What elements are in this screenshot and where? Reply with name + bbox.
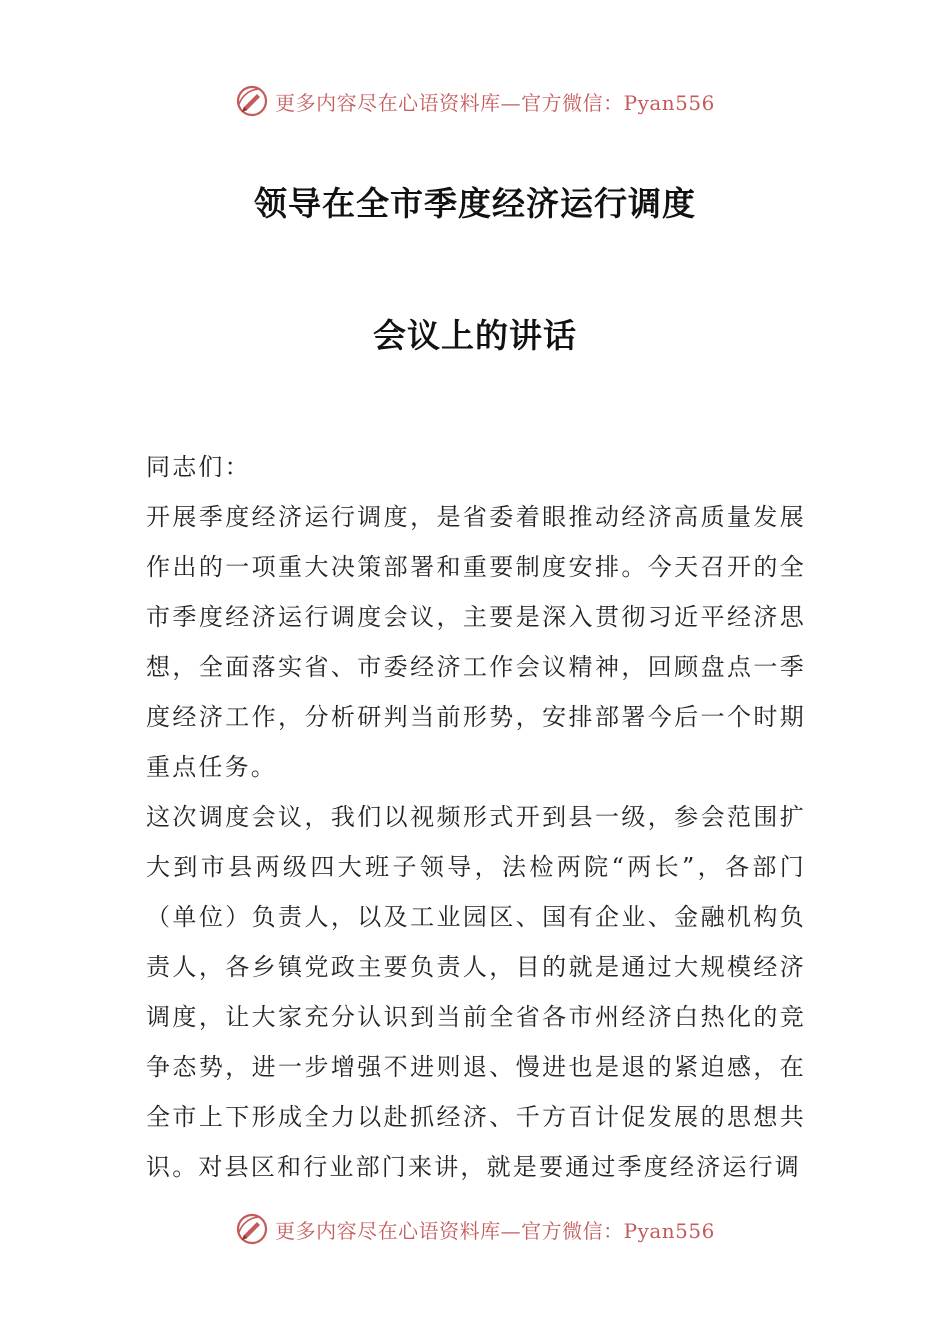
watermark-text: 更多内容尽在心语资料库—官方微信：Pyan556 xyxy=(275,90,715,115)
watermark-text: 更多内容尽在心语资料库—官方微信：Pyan556 xyxy=(275,1218,715,1243)
paragraph-1: 开展季度经济运行调度，是省委着眼推动经济高质量发展作出的一项重大决策部署和重要制度安排。今天召开的全市季度经济运行调度会议，主要是深入贯彻习近平经济思想，全面落实省、市委经济工作会议精神，回顾盘点一季度经济工作，分析研判当前形势，安排部署今后一个时期重点任务。 xyxy=(146,503,806,781)
paragraph-2: 这次调度会议，我们以视频形式开到县一级，参会范围扩大到市县两级四大班子领导，法检两院“两长”，各部门（单位）负责人，以及工业园区、国有企业、金融机构负责人，各乡镇党政主要负责人，目的就是通过大规模经济调度，让大家充分认识到当前全省各市州经济白热化的竞争态势，进一步增强不进则退、慢进也是退的紧迫感，在全市上下形成全力以赴抓经济、千方百计促发展的思想共识。对县区和行业部门来讲，就是要通过季度经济运行调 xyxy=(146,803,806,1181)
pen-logo-icon xyxy=(235,1212,269,1246)
document-title-line1: 领导在全市季度经济运行调度 xyxy=(254,184,696,223)
pen-logo-icon xyxy=(235,84,269,118)
salutation: 同志们： xyxy=(146,453,251,481)
footer-watermark xyxy=(0,1212,950,1246)
header-watermark xyxy=(0,84,950,118)
document-title-line2: 会议上的讲话 xyxy=(373,316,577,355)
document-body xyxy=(146,442,806,1192)
